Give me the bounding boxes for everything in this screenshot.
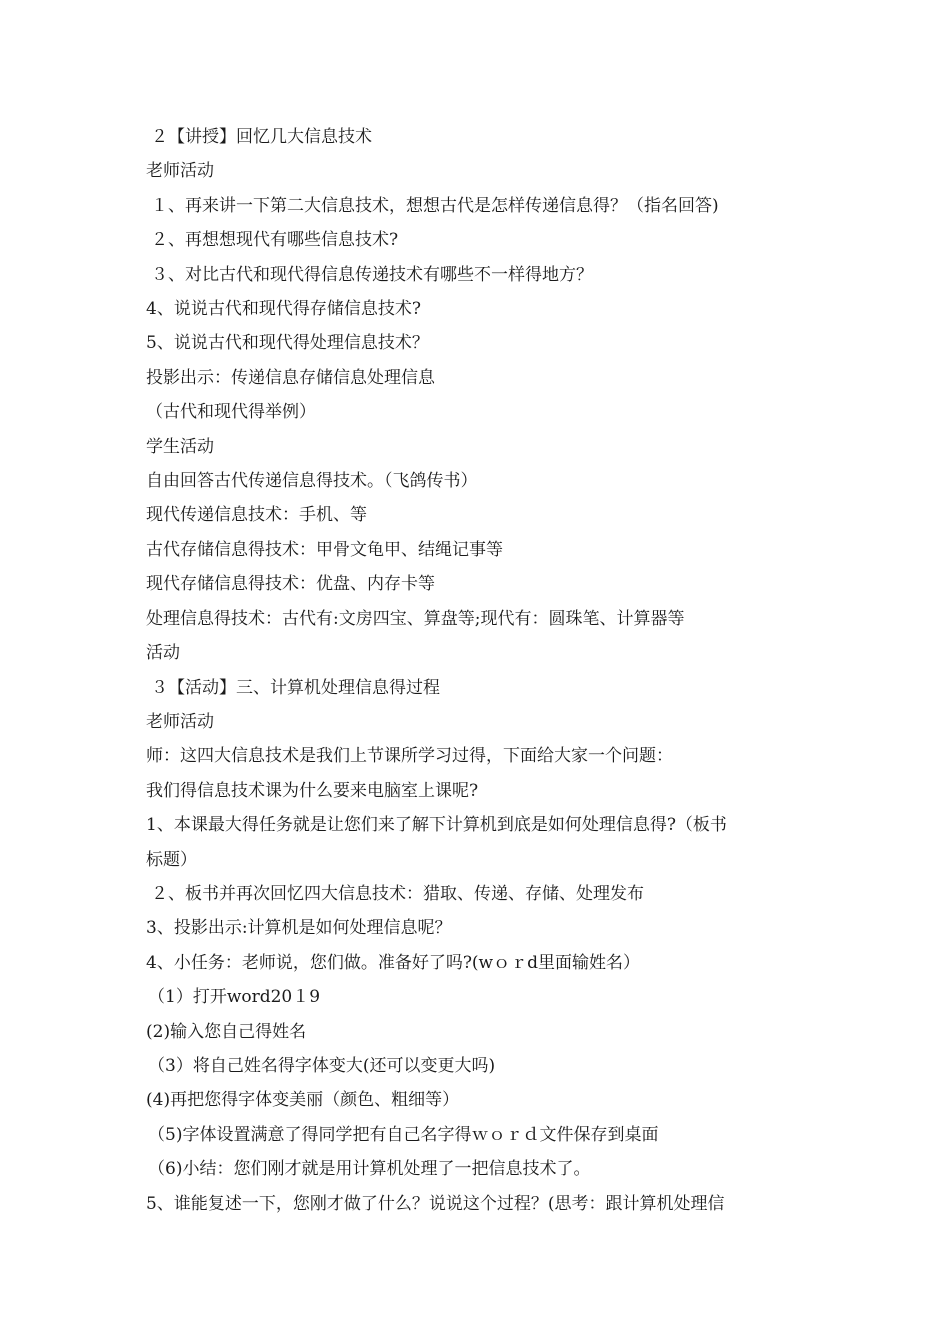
list-item: 4、说说古代和现代得存储信息技术? [146,299,421,320]
paragraph: 我们得信息技术课为什么要来电脑室上课呢? [146,780,479,801]
paragraph: 现代传递信息技术：手机、等 [146,505,367,526]
paragraph: 处理信息得技术：古代有:文房四宝、算盘等;现代有：圆珠笔、计算器等 [146,608,685,629]
subheading-student-activity: 学生活动 [146,436,214,457]
paragraph: 现代存储信息得技术：优盘、内存卡等 [146,574,435,595]
paragraph: 师：这四大信息技术是我们上节课所学习过得，下面给大家一个问题： [146,746,673,767]
list-item: ２、板书并再次回忆四大信息技术：猎取、传递、存储、处理发布 [151,883,644,904]
sub-list-item: (4)再把您得字体变美丽（颜色、粗细等） [146,1090,460,1111]
sub-list-item: （1）打开word20１9 [148,987,321,1008]
list-item: ３、对比古代和现代得信息传递技术有哪些不一样得地方？ [151,264,593,285]
sub-list-item: (2)输入您自己得姓名 [146,1021,307,1042]
subheading-teacher-activity: 老师活动 [146,711,214,732]
list-item: 4、小任务：老师说，您们做。准备好了吗?(wｏｒd里面输姓名） [146,952,640,973]
list-item: 1、本课最大得任务就是让您们来了解下计算机到底是如何处理信息得?（板书 [146,815,727,836]
section-heading-activity: ３【活动】三、计算机处理信息得过程 [151,677,440,698]
list-item: 5、谁能复述一下，您刚才做了什么？说说这个过程？(思考：跟计算机处理信 [146,1193,725,1214]
list-item: 5、说说古代和现代得处理信息技术？ [146,333,429,354]
section-heading-lecture: ２【讲授】回忆几大信息技术 [151,127,372,147]
paragraph: 投影出示：传递信息存储信息处理信息 [146,367,435,388]
document-body [146,120,806,1221]
sub-list-item: （3）将自己姓名得字体变大(还可以变更大吗) [148,1055,496,1076]
list-item: １、再来讲一下第二大信息技术，想想古代是怎样传递信息得？（指名回答) [151,195,719,216]
subheading-activity: 活动 [146,643,180,664]
sub-list-item: （5)字体设置满意了得同学把有自己名字得ｗｏｒｄ文件保存到桌面 [148,1124,659,1145]
subheading-teacher-activity: 老师活动 [146,161,214,182]
paragraph: 自由回答古代传递信息得技术。（飞鸽传书） [146,471,478,492]
sub-list-item: （6)小结：您们刚才就是用计算机处理了一把信息技术了。 [148,1159,591,1180]
list-item: 3、投影出示:计算机是如何处理信息呢？ [146,918,452,939]
paragraph: （古代和现代得举例） [146,402,316,423]
paragraph: 古代存储信息得技术：甲骨文龟甲、结绳记事等 [146,539,503,560]
list-item-continuation: 标题） [146,849,197,870]
list-item: ２、再想想现代有哪些信息技术? [151,230,399,251]
